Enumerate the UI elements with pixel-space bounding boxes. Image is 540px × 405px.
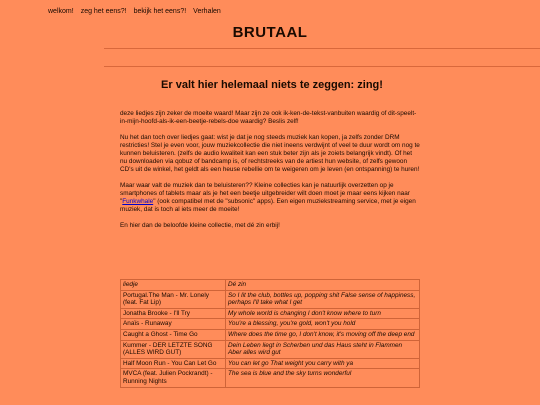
divider-top (104, 48, 540, 49)
table-row (121, 319, 420, 330)
table-row (121, 369, 420, 387)
table-row (121, 308, 420, 319)
song-cell: Kummer - DER LETZTE SONG (ALLES WIRD GUT) (121, 340, 226, 358)
line-cell: You can let go That weight you carry with ya (226, 358, 420, 369)
streaming-text-end: " (ook compatibel met de "subsonic" apps). Een eigen muziekstreaming service, met je eigen muziek, dat is toch al iets meer de moeite! (120, 198, 416, 213)
song-cell: Jonatha Brooke - I'll Try (121, 308, 226, 319)
song-table (120, 279, 420, 388)
column-header-line: Dé zin (226, 280, 420, 291)
song-cell: Portugal.The Man - Mr. Lonely (feat. Fat Lip) (121, 290, 226, 308)
table-row (121, 358, 420, 369)
table-row (121, 329, 420, 340)
table-row (121, 290, 420, 308)
table-row (121, 340, 420, 358)
funkwhale-link[interactable]: Funkwhale (122, 198, 154, 205)
song-cell: Half Moon Run - You Can Let Go (121, 358, 226, 369)
main-content (120, 110, 420, 238)
song-cell: MVCA (feat. Julien Pockrandt) - Running Nights (121, 369, 226, 387)
nav-link-welkom[interactable]: welkom! (48, 8, 74, 15)
buy-music-paragraph: Nu het dan toch over liedjes gaat: wist je dat je nog steeds muziek kan kopen, ja zelfs zonder DRM restricties! Stel je even voor, jouw muziekcollectie die niet ineens verdwijnt of veel te duur wordt om nog te kunnen beluisteren. (zelfs de audio kwaliteit kan een stuk beter zijn als je zoiets belangrijk vindt). Of het nu downloaden via qobuz of bandcamp is, of rechtstreeks van de artiest hun website, of zelfs gewoon CD's uit de winkel, het geldt als een heuse rebellie om te weigeren om je leven (en ontspanning) te huren! (120, 134, 420, 173)
line-cell: The sea is blue and the sky turns wonderful (226, 369, 420, 387)
streaming-text-start: Maar waar valt de muziek dan te beluisteren?? Kleine collecties kan je natuurlijk overzetten op je smartphones of tablets maar als je het een beetje uitgebreider wilt doen moet je maar eens kijken naar " (120, 182, 410, 205)
line-cell: Where does the time go, I don't know, it's moving off the deep end (226, 329, 420, 340)
nav-link-zeg-het-eens[interactable]: zeg het eens?! (80, 8, 127, 15)
column-header-song: liedje (121, 280, 226, 291)
intro-paragraph: deze liedjes zijn zeker de moeite waard! Maar zijn ze ook ik-ken-de-tekst-vanbuiten waardig of dit-speelt-in-mijn-hoofd-als-ik-een-beetje-rebels-doe waardig? Beslis zelf! (120, 110, 417, 125)
page-subtitle: Er valt hier helemaal niets te zeggen: zing! (161, 79, 383, 91)
line-cell: You're a blessing, you're gold, won't you hold (226, 319, 420, 330)
page-title: BRUTAAL (232, 24, 308, 41)
line-cell: My whole world is changing I don't know where to turn (226, 308, 420, 319)
line-cell: Dein Leben liegt in Scherben und das Haus steht in Flammen Aber alles wird gut (226, 340, 420, 358)
line-cell: So I lit the club, bottles up, popping shit False sense of happiness, perhaps I'll take what I get (226, 290, 420, 308)
song-cell: Caught a Ghost - Time Go (121, 329, 226, 340)
song-cell: Anaïs - Runaway (121, 319, 226, 330)
nav-link-bekijk-het-eens[interactable]: bekijk het eens?! (133, 8, 187, 15)
divider-bottom (104, 66, 540, 67)
collection-intro: En hier dan de beloofde kleine collectie, met dé zin erbij! (120, 222, 280, 229)
streaming-paragraph (120, 182, 420, 214)
top-nav (48, 8, 221, 15)
table-header-row (121, 280, 420, 291)
nav-link-verhalen[interactable]: Verhalen (193, 8, 221, 15)
